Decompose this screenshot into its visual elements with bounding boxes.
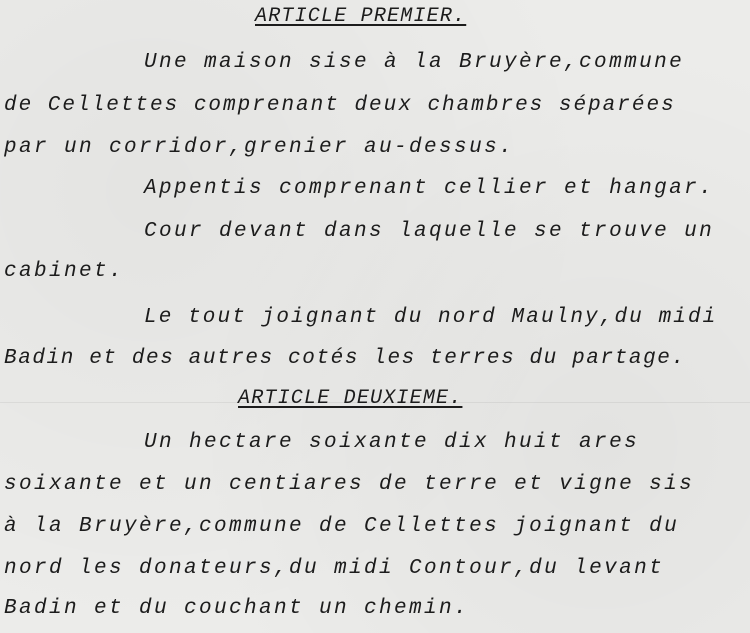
article-2-line-5: Badin et du couchant un chemin. [4, 597, 470, 620]
article-1-line-8: Badin et des autres cotés les terres du partage. [4, 347, 686, 370]
article-2-line-3: à la Bruyère,commune de Cellettes joignant du [4, 515, 680, 538]
article-2-heading: ARTICLE DEUXIEME. [238, 387, 463, 410]
article-1-line-6: cabinet. [4, 260, 125, 283]
article-1-line-4: Appentis comprenant cellier et hangar. [144, 177, 715, 200]
article-1-line-5: Cour devant dans laquelle se trouve un [144, 220, 715, 243]
article-1-line-3: par un corridor,grenier au-dessus. [4, 136, 515, 159]
article-2-line-2: soixante et un centiares de terre et vigne sis [4, 473, 695, 496]
article-1-line-7: Le tout joignant du nord Maulny,du midi [144, 306, 718, 329]
article-1-line-2: de Cellettes comprenant deux chambres séparées [4, 94, 676, 117]
article-2-line-4: nord les donateurs,du midi Contour,du levant [4, 557, 665, 580]
article-1-line-1: Une maison sise à la Bruyère,commune [144, 51, 685, 74]
article-1-heading: ARTICLE PREMIER. [255, 5, 467, 28]
article-2-line-1: Un hectare soixante dix huit ares [144, 431, 640, 454]
